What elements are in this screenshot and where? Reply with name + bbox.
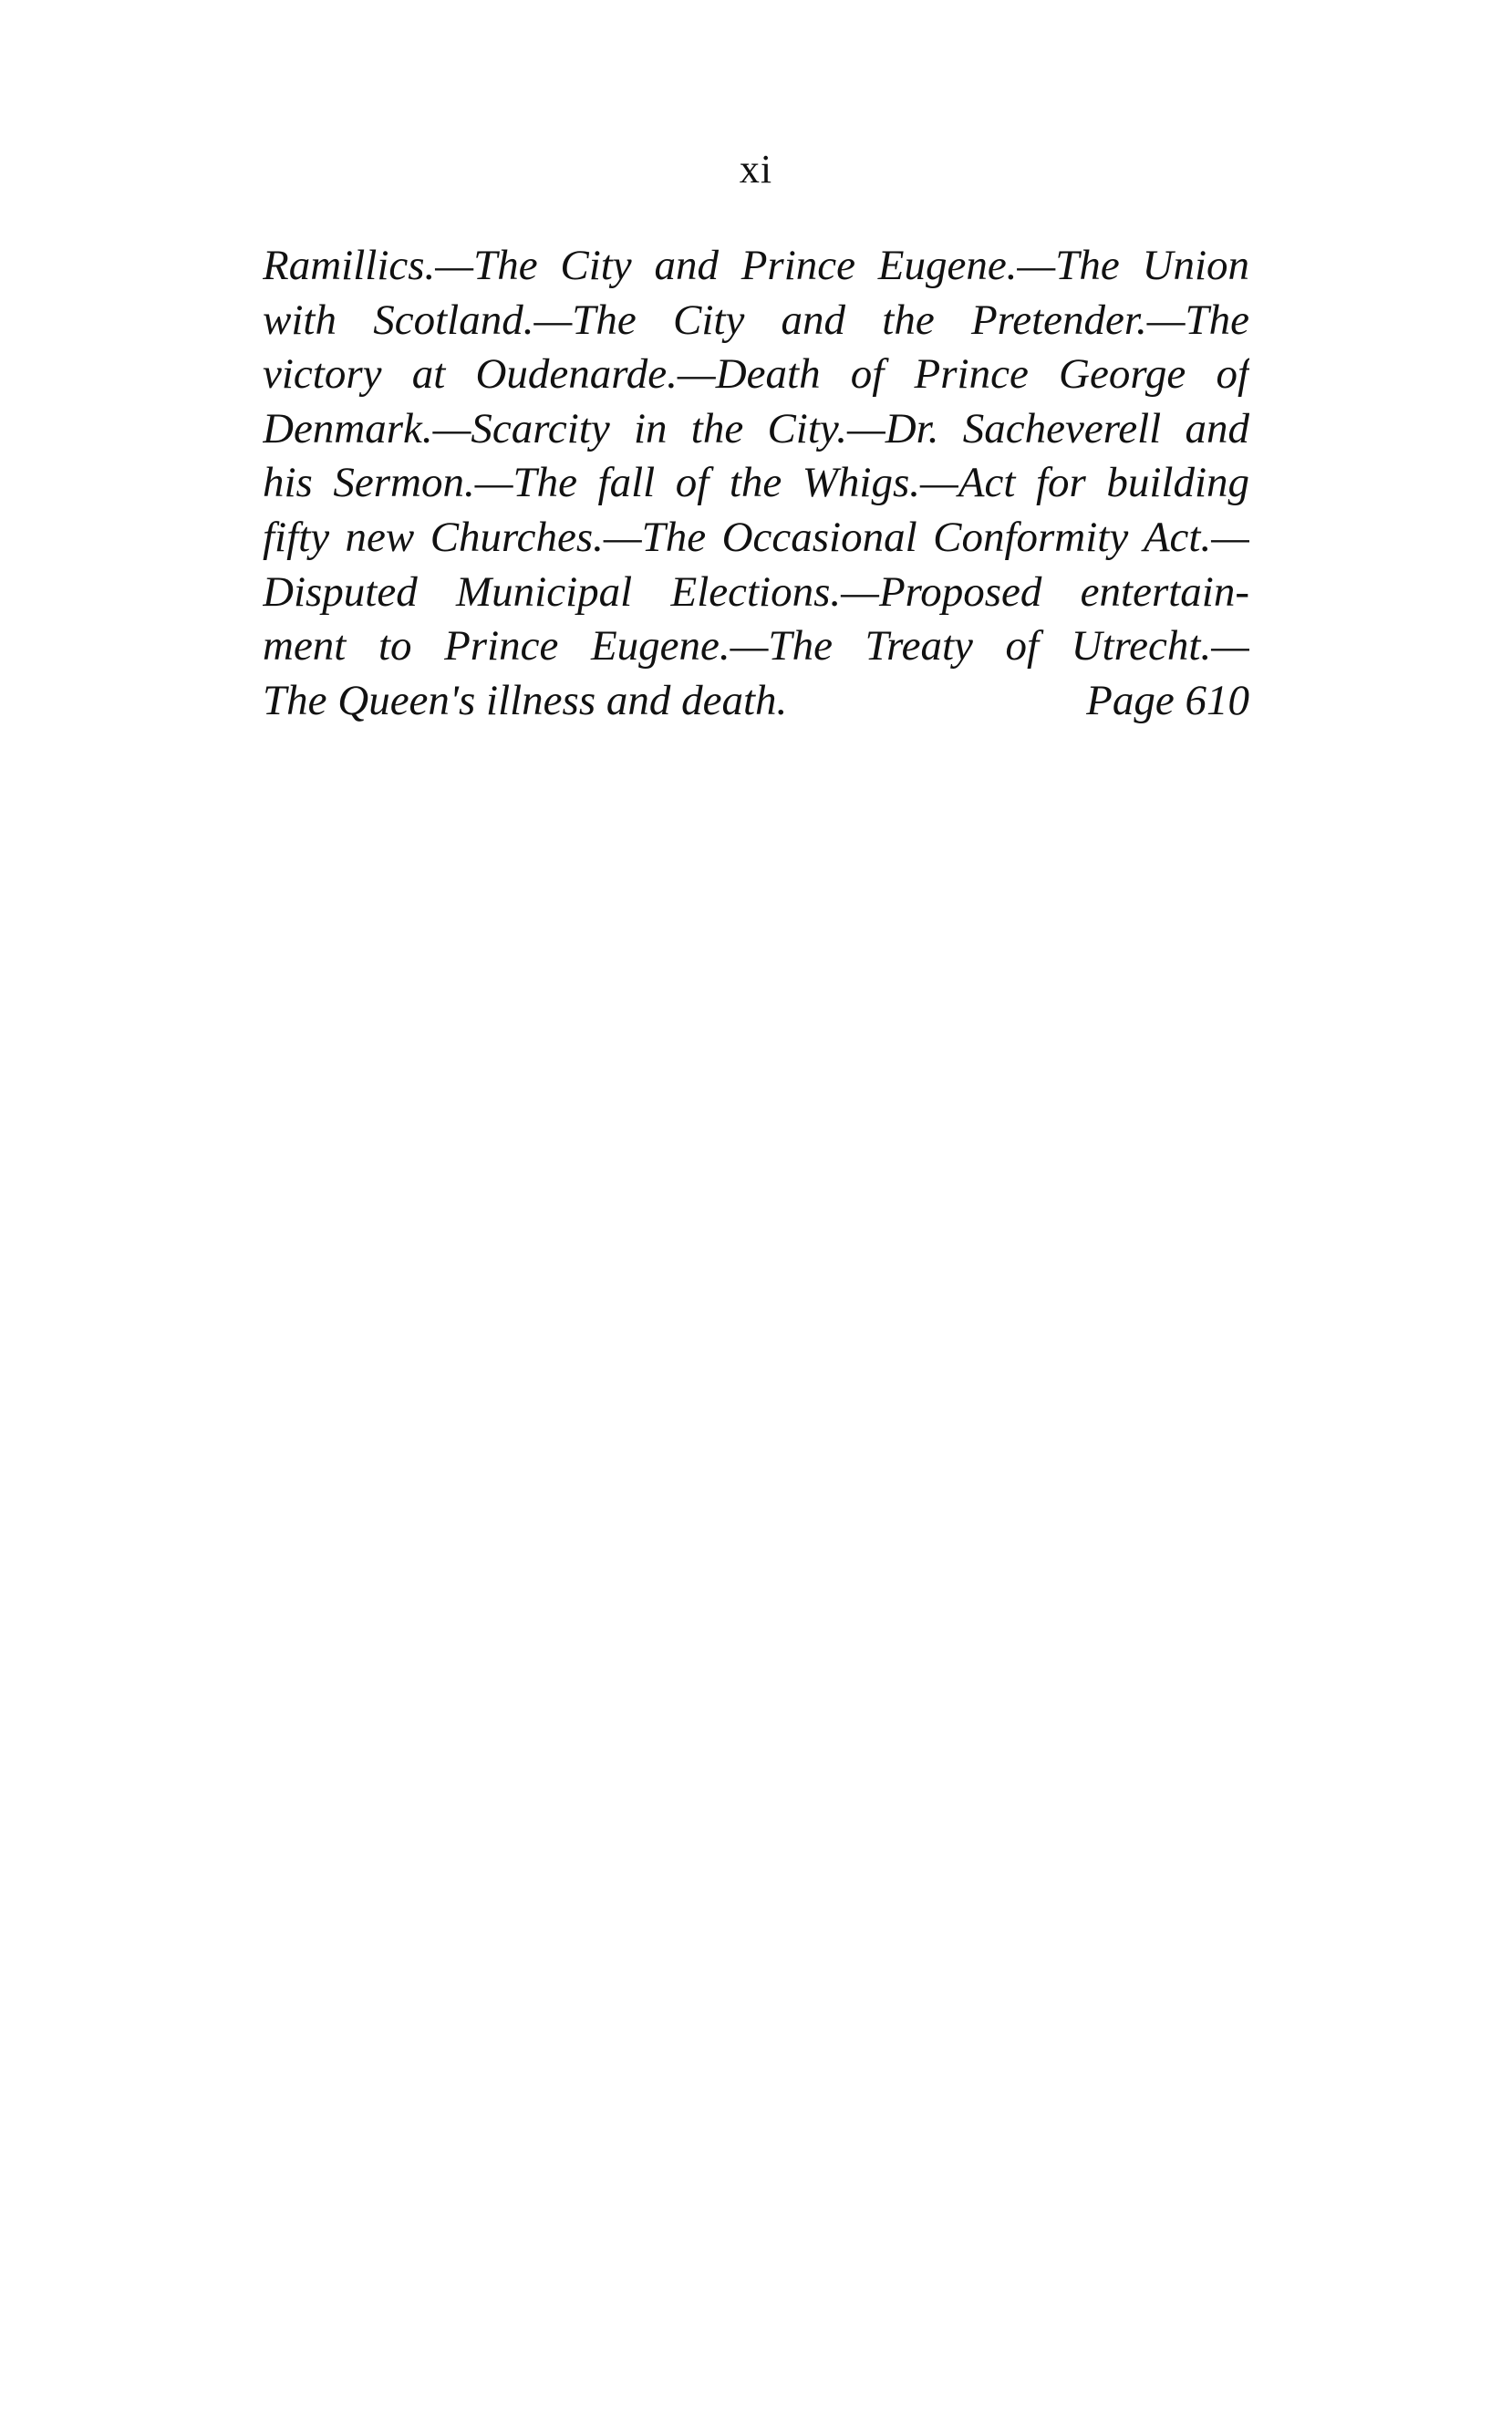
contents-line: Disputed Municipal Elections.—Proposed entertain- xyxy=(263,567,1249,616)
contents-line: his Sermon.—The fall of the Whigs.—Act for building xyxy=(263,459,1249,507)
contents-line-text: The Queen's illness and death. xyxy=(263,676,788,724)
contents-line: victory at Oudenarde.—Death of Prince George of xyxy=(263,350,1249,399)
contents-last-line xyxy=(263,674,1249,729)
chapter-contents xyxy=(263,239,1249,728)
contents-line: Ramillics.—The City and Prince Eugene.—The Union xyxy=(263,242,1249,289)
page-reference: Page 610 xyxy=(1086,676,1249,724)
contents-line: Denmark.—Scarcity in the City.—Dr. Sacheverell and xyxy=(263,404,1249,452)
contents-line: with Scotland.—The City and the Pretender.—The xyxy=(263,296,1249,344)
page-number: xi xyxy=(739,147,773,192)
contents-line: ment to Prince Eugene.—The Treaty of Utrecht.— xyxy=(263,622,1249,670)
contents-line: fifty new Churches.—The Occasional Conformity Act.— xyxy=(263,513,1249,561)
